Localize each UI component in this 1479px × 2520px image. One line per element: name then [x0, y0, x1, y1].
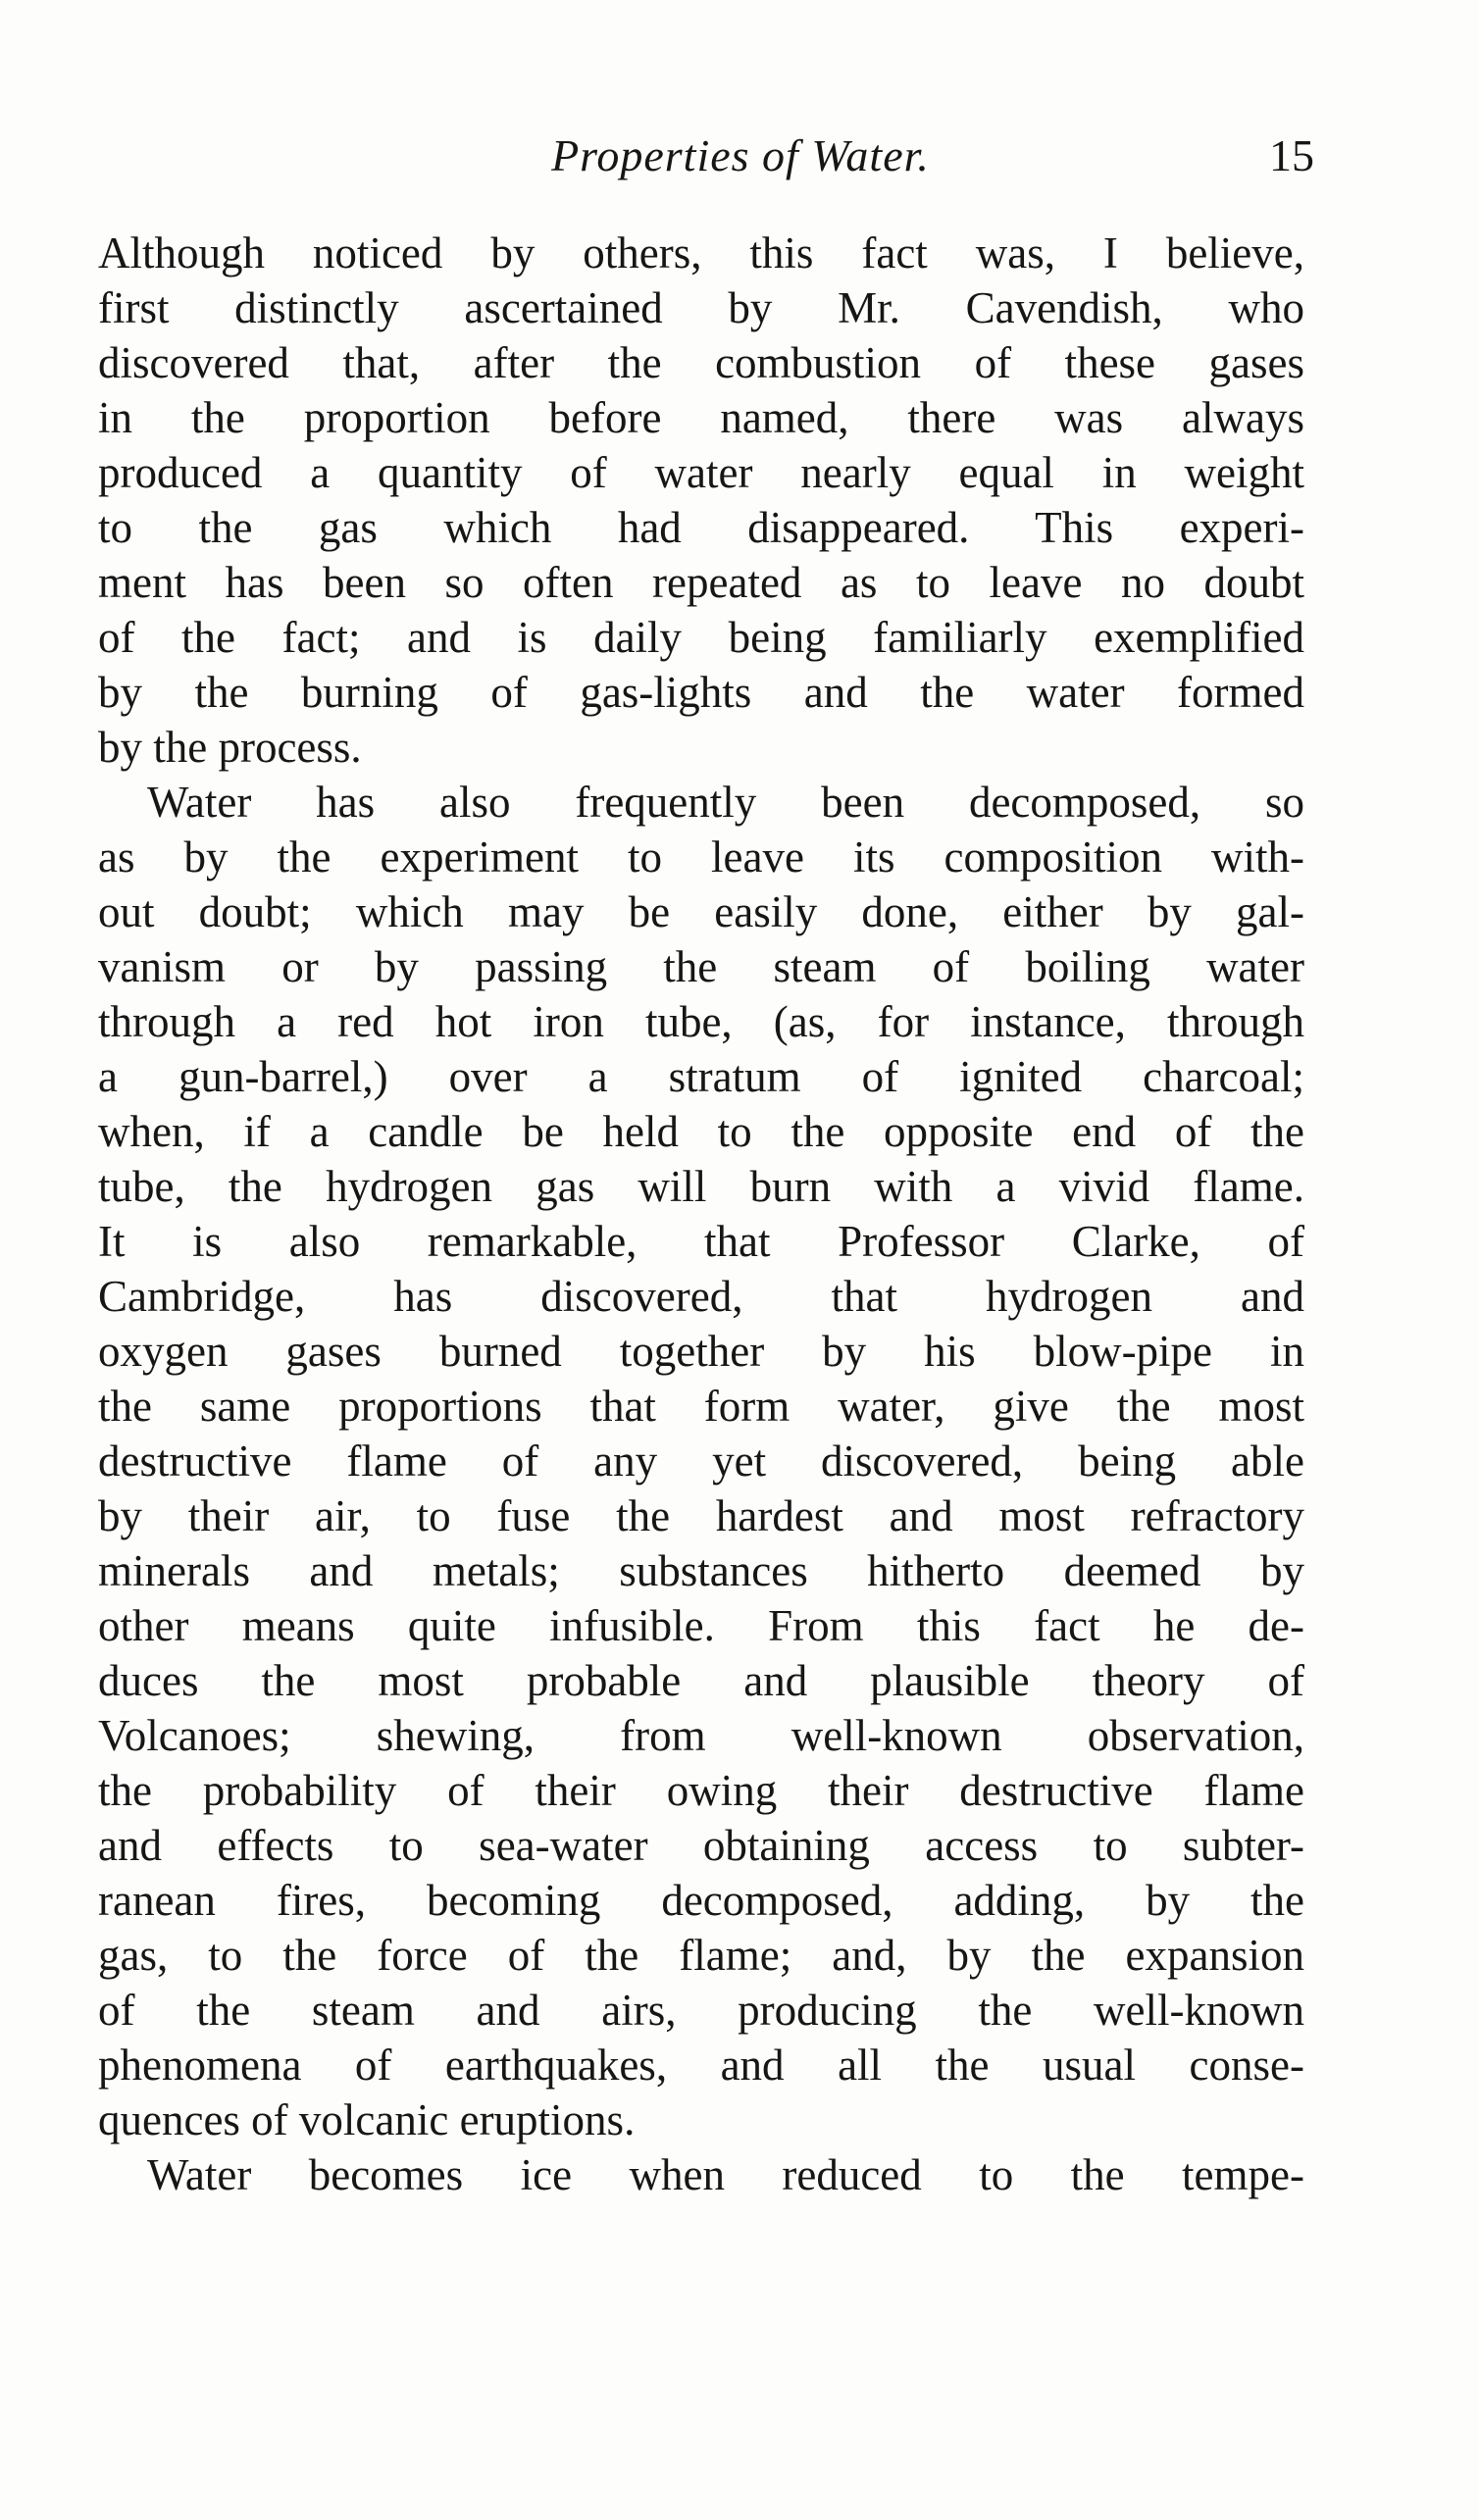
text-line: duces the most probable and plausible theory of: [98, 1656, 1304, 1705]
text-line: ranean fires, becoming decomposed, adding, by the: [98, 1876, 1304, 1925]
text-line: It is also remarkable, that Professor Clarke, of: [98, 1217, 1304, 1266]
paragraph-start-line: Water becomes ice when reduced to the tempe-: [147, 2150, 1304, 2199]
page-number: 15: [1269, 130, 1314, 180]
text-line: out doubt; which may be easily done, either by gal-: [98, 887, 1304, 936]
text-line: oxygen gases burned together by his blow-pipe in: [98, 1327, 1304, 1376]
paragraph-end-line: quences of volcanic eruptions.: [98, 2095, 636, 2144]
running-title: Properties of Water.: [551, 130, 930, 180]
paragraph-start-line: Water has also frequently been decomposed, so: [147, 778, 1304, 827]
running-head: [98, 129, 1314, 188]
text-line: destructive flame of any yet discovered, being able: [98, 1436, 1304, 1486]
text-line: other means quite infusible. From this fact he de-: [98, 1601, 1304, 1650]
text-line: by their air, to fuse the hardest and most refractory: [98, 1491, 1304, 1540]
body-text: [98, 226, 1304, 2202]
text-line: when, if a candle be held to the opposite end of the: [98, 1107, 1304, 1156]
text-line: produced a quantity of water nearly equal in weight: [98, 448, 1304, 497]
text-line: the same proportions that form water, give the most: [98, 1382, 1304, 1431]
text-line: the probability of their owing their destructive flame: [98, 1766, 1304, 1815]
text-line: of the fact; and is daily being familiarly exemplified: [98, 613, 1304, 662]
text-line: discovered that, after the combustion of these gases: [98, 338, 1304, 387]
text-line: by the burning of gas-lights and the water formed: [98, 668, 1304, 717]
text-line: tube, the hydrogen gas will burn with a vivid flame.: [98, 1162, 1304, 1211]
text-line: ment has been so often repeated as to leave no doubt: [98, 558, 1304, 607]
text-line: Although noticed by others, this fact was, I believe,: [98, 228, 1304, 277]
text-line: to the gas which had disappeared. This experi-: [98, 503, 1304, 552]
text-line: through a red hot iron tube, (as, for instance, through: [98, 997, 1304, 1046]
text-line: Cambridge, has discovered, that hydrogen and: [98, 1272, 1304, 1321]
paragraph-end-line: by the process.: [98, 723, 362, 772]
text-line: and effects to sea-water obtaining access to subter-: [98, 1821, 1304, 1870]
text-line: as by the experiment to leave its composition with-: [98, 832, 1304, 882]
text-line: Volcanoes; shewing, from well-known observation,: [98, 1711, 1304, 1760]
text-line: minerals and metals; substances hitherto deemed by: [98, 1546, 1304, 1595]
text-line: in the proportion before named, there was always: [98, 393, 1304, 442]
text-line: gas, to the force of the flame; and, by the expansion: [98, 1931, 1304, 1980]
text-line: phenomena of earthquakes, and all the usual conse-: [98, 2041, 1304, 2090]
text-line: vanism or by passing the steam of boiling water: [98, 942, 1304, 991]
text-line: of the steam and airs, producing the well-known: [98, 1986, 1304, 2035]
text-line: first distinctly ascertained by Mr. Cavendish, who: [98, 283, 1304, 332]
text-line: a gun-barrel,) over a stratum of ignited charcoal;: [98, 1052, 1304, 1101]
